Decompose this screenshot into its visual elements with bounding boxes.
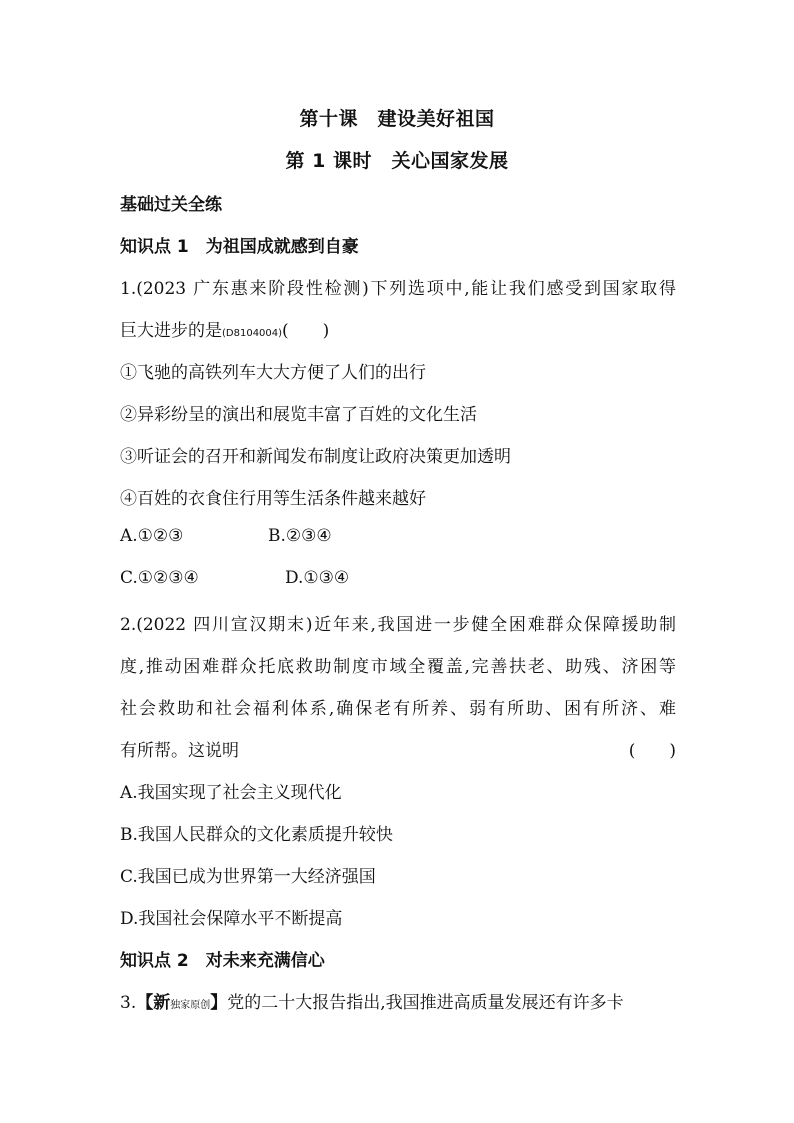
q2-option-c: C.我国已成为世界第一大经济强国 [120, 867, 376, 887]
q1-item-3: ③听证会的召开和新闻发布制度让政府决策更加透明 [120, 447, 511, 467]
q1-line-1: 1.(2023 广东惠来阶段性检测)下列选项中,能让我们感受到国家取得 [120, 279, 676, 299]
q1-line-2-text: 巨大进步的是 [120, 321, 222, 341]
knowledge-point-2-heading: 知识点 2 对未来充满信心 [120, 951, 325, 971]
q3-number: 3. [120, 993, 137, 1013]
q1-item-4: ④百姓的衣食住行用等生活条件越来越好 [120, 489, 426, 509]
q3-tag-label: 独家原创 [170, 1000, 211, 1011]
knowledge-point-1-heading: 知识点 1 为祖国成就感到自豪 [120, 237, 359, 257]
q2-line-3: 社会救助和社会福利体系,确保老有所养、弱有所助、困有所济、难 [120, 699, 676, 719]
q3-line-1 [120, 988, 676, 1013]
q2-option-a: A.我国实现了社会主义现代化 [120, 783, 342, 803]
q1-option-c: C.①②③④ [120, 568, 199, 588]
q2-option-b: B.我国人民群众的文化素质提升较快 [120, 825, 393, 845]
q1-option-a: A.①②③ [120, 526, 184, 546]
q1-code: (D8104004) [222, 328, 283, 339]
q3-tag-close: 】 [210, 993, 228, 1013]
lesson-subtitle: 第 1 课时 关心国家发展 [285, 150, 509, 172]
lesson-title: 第十课 建设美好祖国 [299, 108, 495, 130]
q1-item-2: ②异彩纷呈的演出和展览丰富了百姓的文化生活 [120, 405, 477, 425]
section-heading: 基础过关全练 [120, 195, 222, 215]
q1-line-2 [120, 316, 676, 341]
q2-option-d: D.我国社会保障水平不断提高 [120, 909, 343, 929]
q1-item-1: ①飞驰的高铁列车大大方便了人们的出行 [120, 363, 426, 383]
q2-line-1: 2.(2022 四川宣汉期末)近年来,我国进一步健全困难群众保障援助制 [120, 615, 676, 635]
q1-option-b: B.②③④ [268, 526, 332, 546]
q3-tag-open: 【新 [136, 993, 171, 1013]
q2-answer-blank: ( ) [628, 741, 676, 761]
q1-answer-blank: ( ) [282, 321, 330, 341]
q2-line-4-text: 有所帮。这说明 [120, 741, 239, 761]
q2-line-2: 度,推动困难群众托底救助制度市域全覆盖,完善扶老、助残、济困等 [120, 657, 676, 677]
q1-option-d: D.①③④ [285, 568, 350, 588]
q3-text: 党的二十大报告指出,我国推进高质量发展还有许多卡 [227, 993, 624, 1013]
q2-line-4 [120, 736, 676, 761]
